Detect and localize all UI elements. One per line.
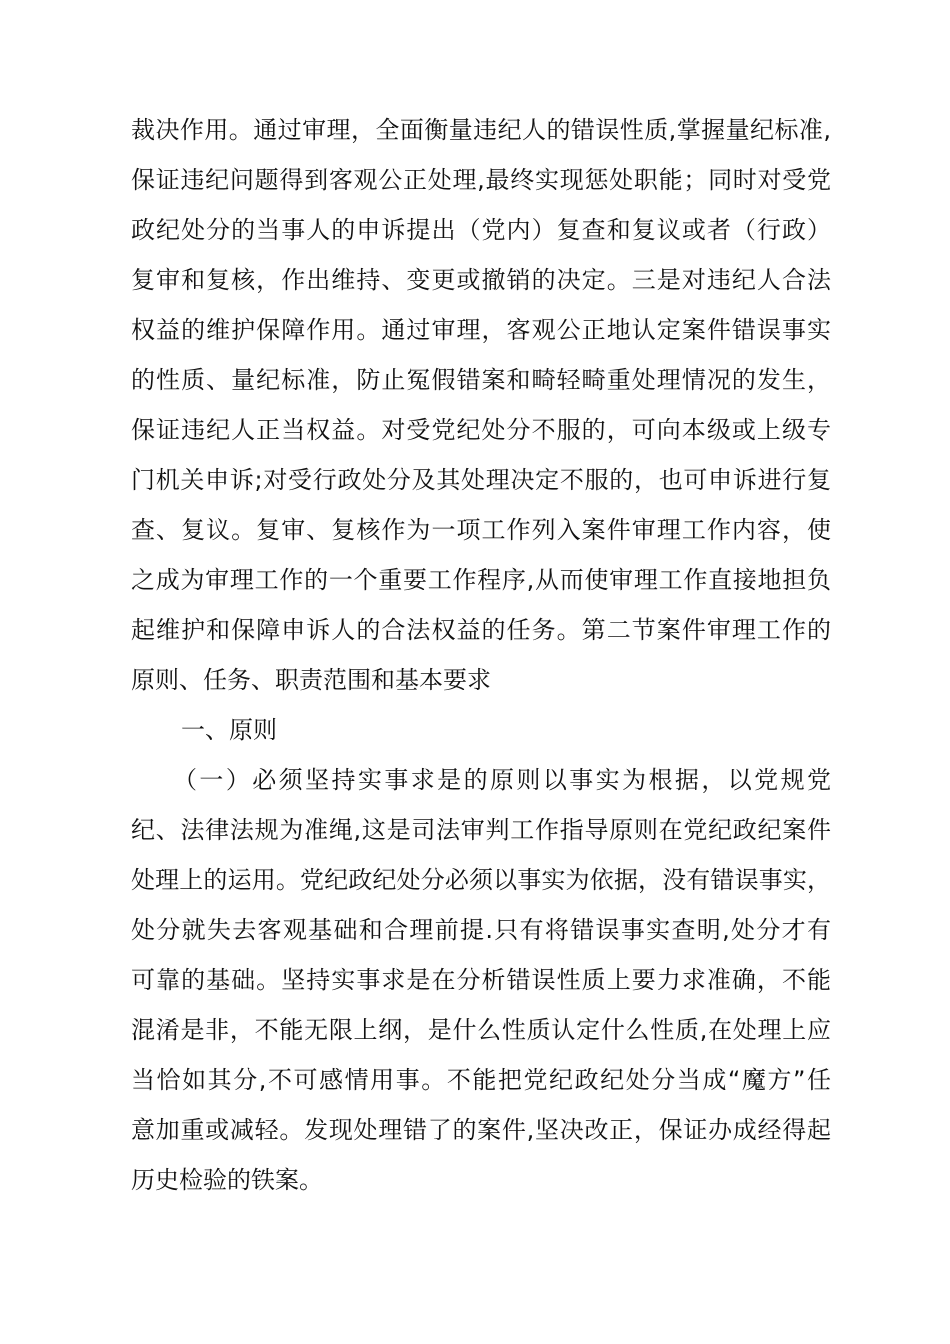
paragraph-line: 权益的维护保障作用。通过审理，客观公正地认定案件错误事实 bbox=[131, 316, 831, 344]
paragraph-line: 之成为审理工作的一个重要工作程序,从而使审理工作直接地担负 bbox=[131, 566, 831, 594]
paragraph-line: 裁决作用。通过审理，全面衡量违纪人的错误性质,掌握量纪标准, bbox=[131, 116, 831, 144]
paragraph-line: 政纪处分的当事人的申诉提出（党内）复查和复议或者（行政） bbox=[131, 216, 831, 244]
paragraph-line: 保证违纪问题得到客观公正处理,最终实现惩处职能；同时对受党 bbox=[131, 166, 831, 194]
paragraph-line: 纪、法律法规为准绳,这是司法审判工作指导原则在党纪政纪案件 bbox=[131, 816, 831, 844]
paragraph-line: 保证违纪人正当权益。对受党纪处分不服的，可向本级或上级专 bbox=[131, 416, 831, 444]
paragraph-line: 意加重或减轻。发现处理错了的案件,坚决改正，保证办成经得起 bbox=[131, 1116, 831, 1144]
paragraph-line: 原则、任务、职责范围和基本要求 bbox=[131, 666, 491, 694]
paragraph-line: 混淆是非，不能无限上纲，是什么性质认定什么性质,在处理上应 bbox=[131, 1016, 831, 1044]
paragraph-line: 当恰如其分,不可感情用事。不能把党纪政纪处分当成“魔方”任 bbox=[131, 1066, 831, 1094]
paragraph-line: 处分就失去客观基础和合理前提.只有将错误事实查明,处分才有 bbox=[131, 916, 831, 944]
body-paragraph-1 bbox=[131, 105, 831, 705]
paragraph-line: 起维护和保障申诉人的合法权益的任务。第二节案件审理工作的 bbox=[131, 616, 831, 644]
heading-principles: 一、原则 bbox=[181, 716, 277, 744]
paragraph-line: 复审和复核，作出维持、变更或撤销的决定。三是对违纪人合法 bbox=[131, 266, 831, 294]
paragraph-line: 历史检验的铁案。 bbox=[131, 1166, 323, 1194]
section-heading bbox=[131, 705, 831, 755]
paragraph-line: 门机关申诉;对受行政处分及其处理决定不服的，也可申诉进行复 bbox=[131, 466, 831, 494]
paragraph-line: 可靠的基础。坚持实事求是在分析错误性质上要力求准确，不能 bbox=[131, 966, 831, 994]
paragraph-line: 的性质、量纪标准，防止冤假错案和畸轻畸重处理情况的发生， bbox=[131, 366, 831, 394]
paragraph-line: 查、复议。复审、复核作为一项工作列入案件审理工作内容，使 bbox=[131, 516, 831, 544]
paragraph-line: 处理上的运用。党纪政纪处分必须以事实为依据，没有错误事实， bbox=[131, 866, 831, 894]
paragraph-line: （一）必须坚持实事求是的原则以事实为根据，以党规党 bbox=[173, 766, 831, 794]
body-paragraph-2 bbox=[131, 755, 831, 1205]
